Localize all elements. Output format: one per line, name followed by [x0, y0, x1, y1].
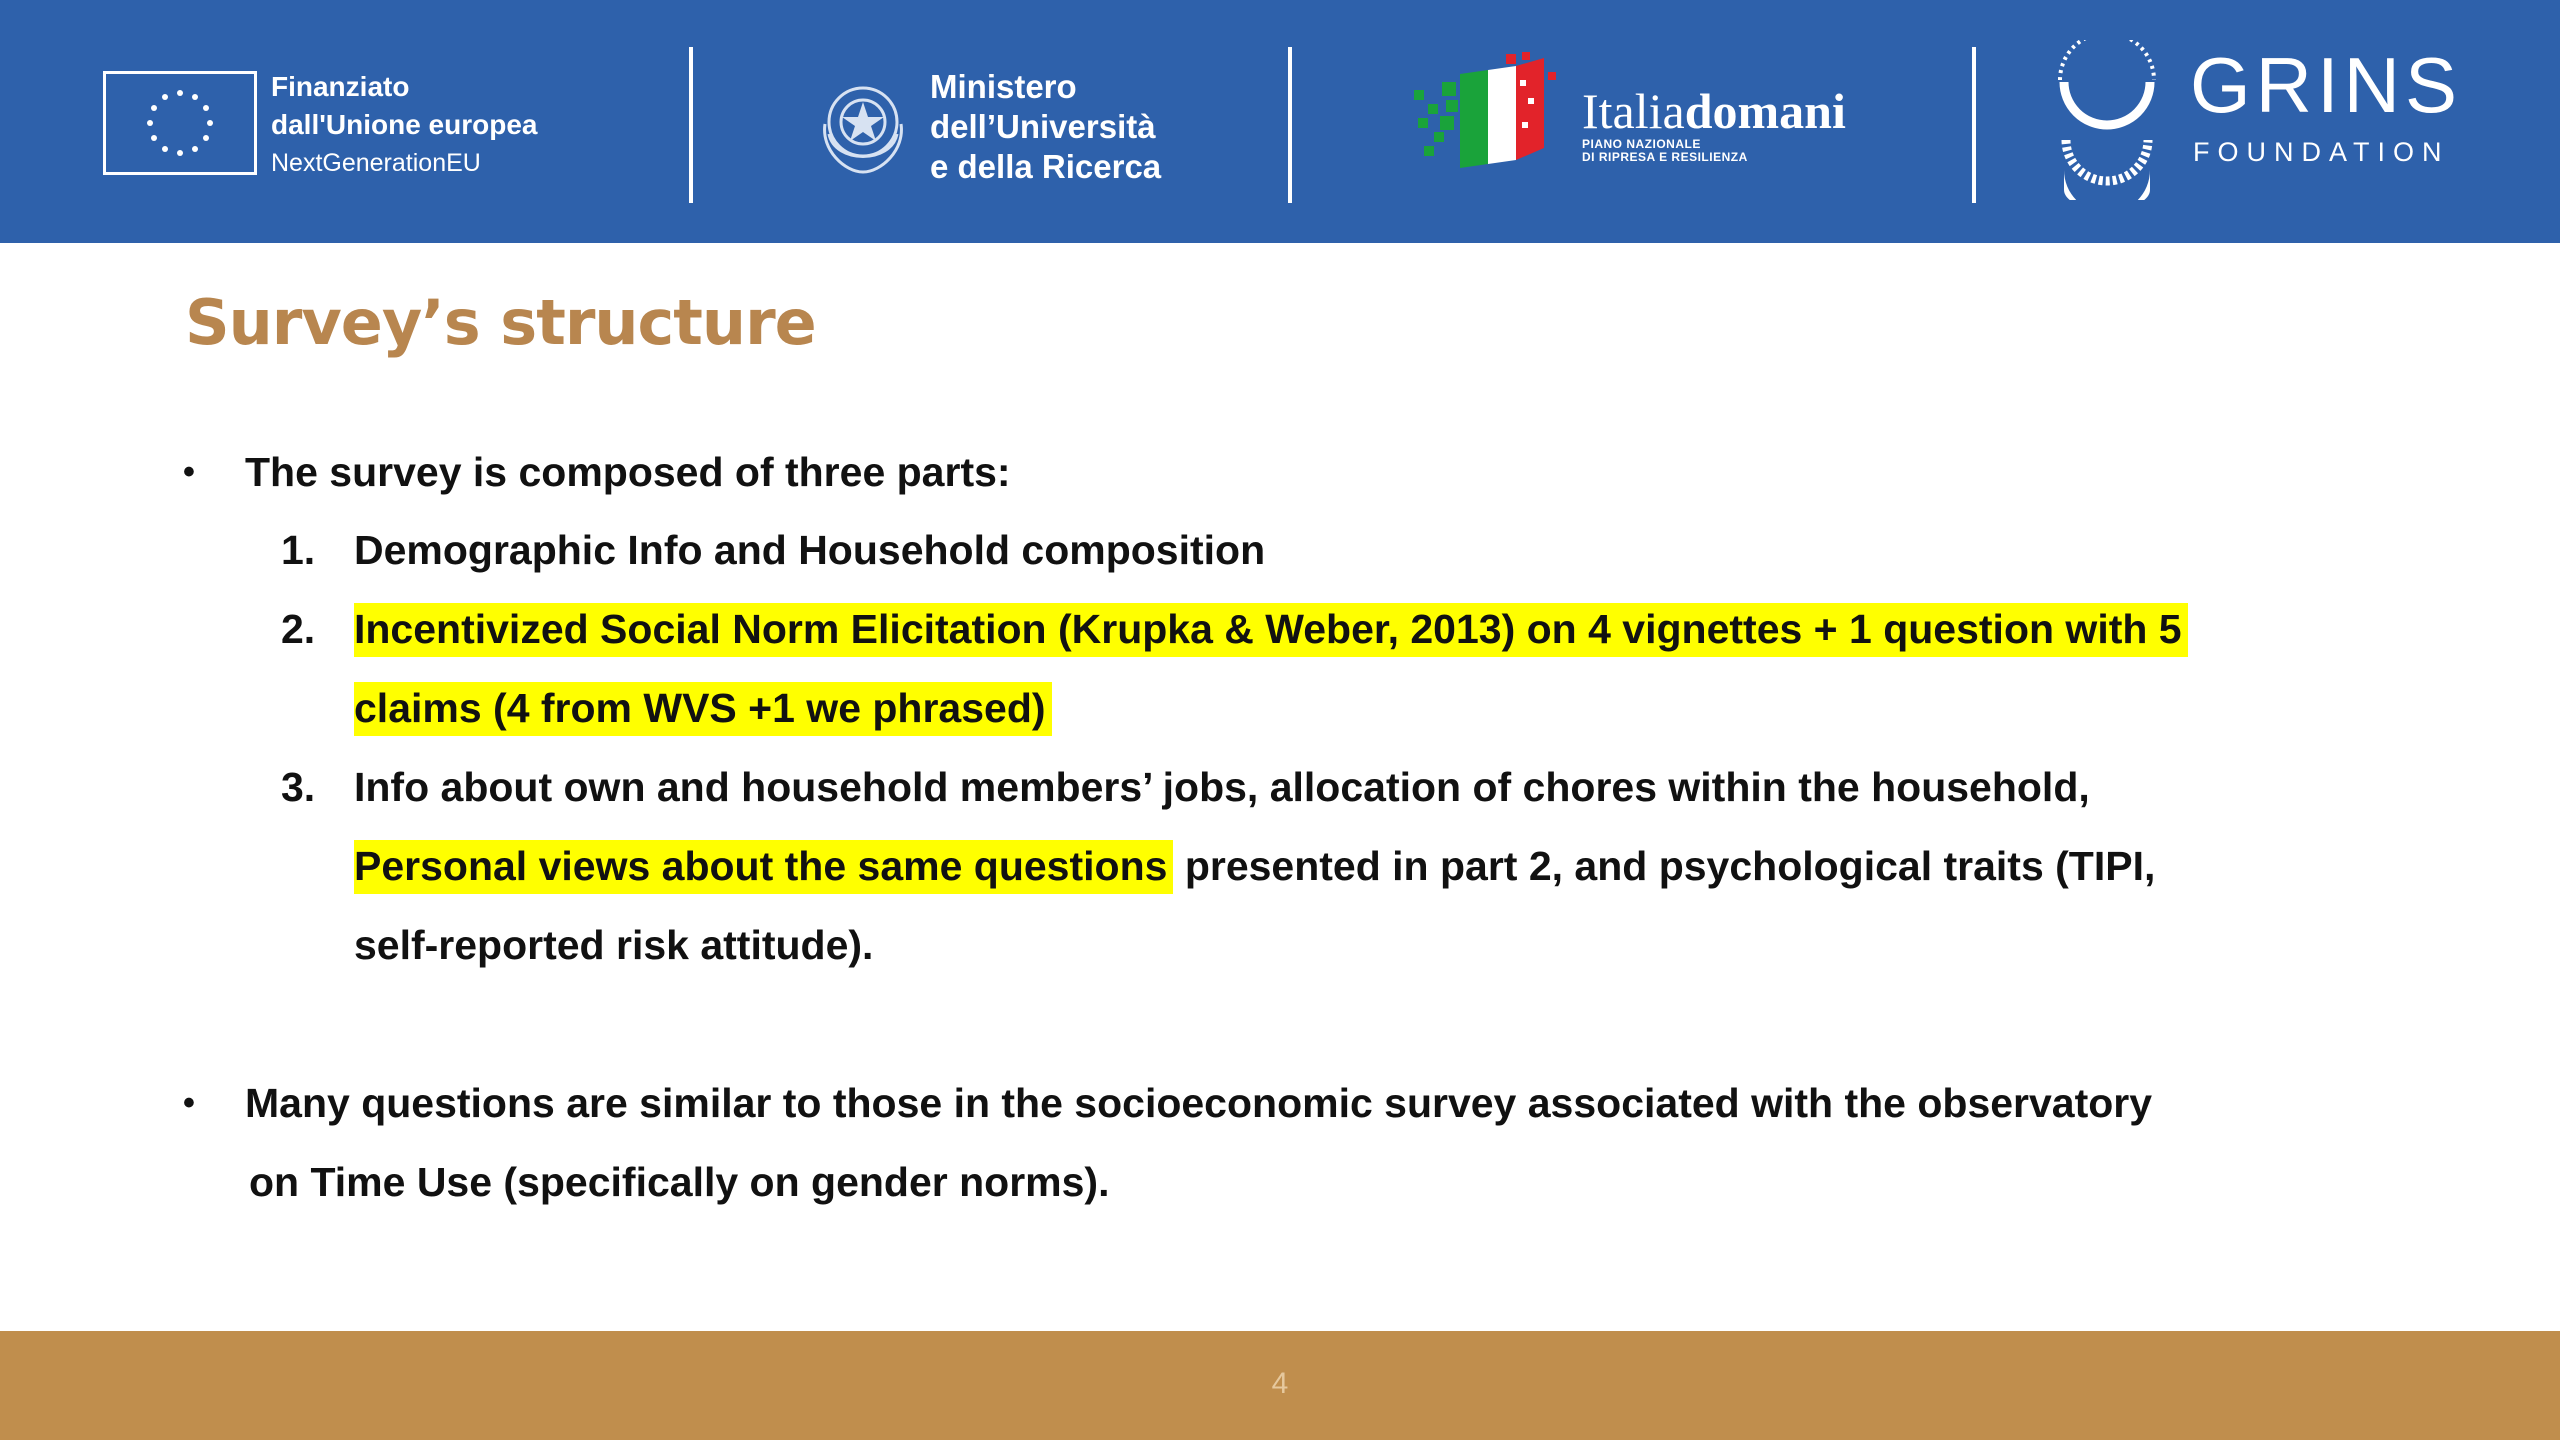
- highlighted-text: Incentivized Social Norm Elicitation (Krupka & Weber, 2013) on 4 vignettes + 1 question with 5: [354, 603, 2188, 657]
- ministry-line-3: e della Ricerca: [930, 148, 1162, 185]
- eu-line-2: dall'Unione europea: [271, 109, 538, 140]
- page-number: 4: [1271, 1367, 1289, 1400]
- eu-line-3: NextGenerationEU: [271, 149, 481, 177]
- item-1-text: Demographic Info and Household composition: [354, 527, 1266, 573]
- header-divider: [1972, 47, 1976, 203]
- item-3-line-1: Info about own and household members’ jobs, allocation of chores within the household,: [354, 764, 2090, 810]
- italiadomani-sub-1: PIANO NAZIONALE: [1582, 137, 1701, 151]
- italian-republic-emblem-icon: [815, 72, 911, 178]
- ministry-text: [930, 67, 1161, 187]
- bullet-2-line-2: on Time Use (specifically on gender norms).: [249, 1159, 1110, 1205]
- item-3-line-2: [354, 837, 2155, 895]
- ministry-line-1: Ministero: [930, 68, 1077, 105]
- grins-subtitle: FOUNDATION: [2193, 137, 2450, 167]
- item-3-line-2-rest: presented in part 2, and psychological traits (TIPI,: [1173, 843, 2156, 889]
- header-divider: [689, 47, 693, 203]
- ministry-line-2: dell’Università: [930, 108, 1156, 145]
- highlighted-text: Personal views about the same questions: [354, 840, 1173, 894]
- logo-header-band: [0, 0, 2560, 243]
- item-3-line-3: self-reported risk attitude).: [354, 922, 874, 968]
- bullet-1-text: The survey is composed of three parts:: [245, 449, 1011, 495]
- bullet-marker: •: [183, 453, 195, 491]
- italiadomani-title: Italiadomani: [1582, 83, 1846, 139]
- item-2-line-1: [354, 600, 2188, 658]
- italiadomani-sub-2: DI RIPRESA E RESILIENZA: [1582, 150, 1748, 164]
- italiadomani-flag-icon: [1412, 52, 1572, 186]
- eu-flag-icon: [103, 71, 257, 175]
- eu-funding-text: [271, 68, 537, 182]
- item-3-number: 3.: [281, 764, 316, 810]
- item-1-number: 1.: [281, 527, 316, 573]
- item-2-number: 2.: [281, 606, 316, 652]
- italiadomani-text: [1582, 84, 1846, 164]
- bullet-marker: •: [183, 1084, 195, 1122]
- header-divider: [1288, 47, 1292, 203]
- item-2-line-2: [354, 679, 1052, 737]
- grins-logo-icon: [2052, 40, 2162, 200]
- eu-line-1: Finanziato: [271, 71, 410, 102]
- bullet-2-line-1: Many questions are similar to those in the socioeconomic survey associated with the observatory: [245, 1080, 2153, 1126]
- highlighted-text: claims (4 from WVS +1 we phrased): [354, 682, 1052, 736]
- grins-title: GRINS: [2190, 41, 2463, 129]
- slide-title: Survey’s structure: [185, 286, 816, 359]
